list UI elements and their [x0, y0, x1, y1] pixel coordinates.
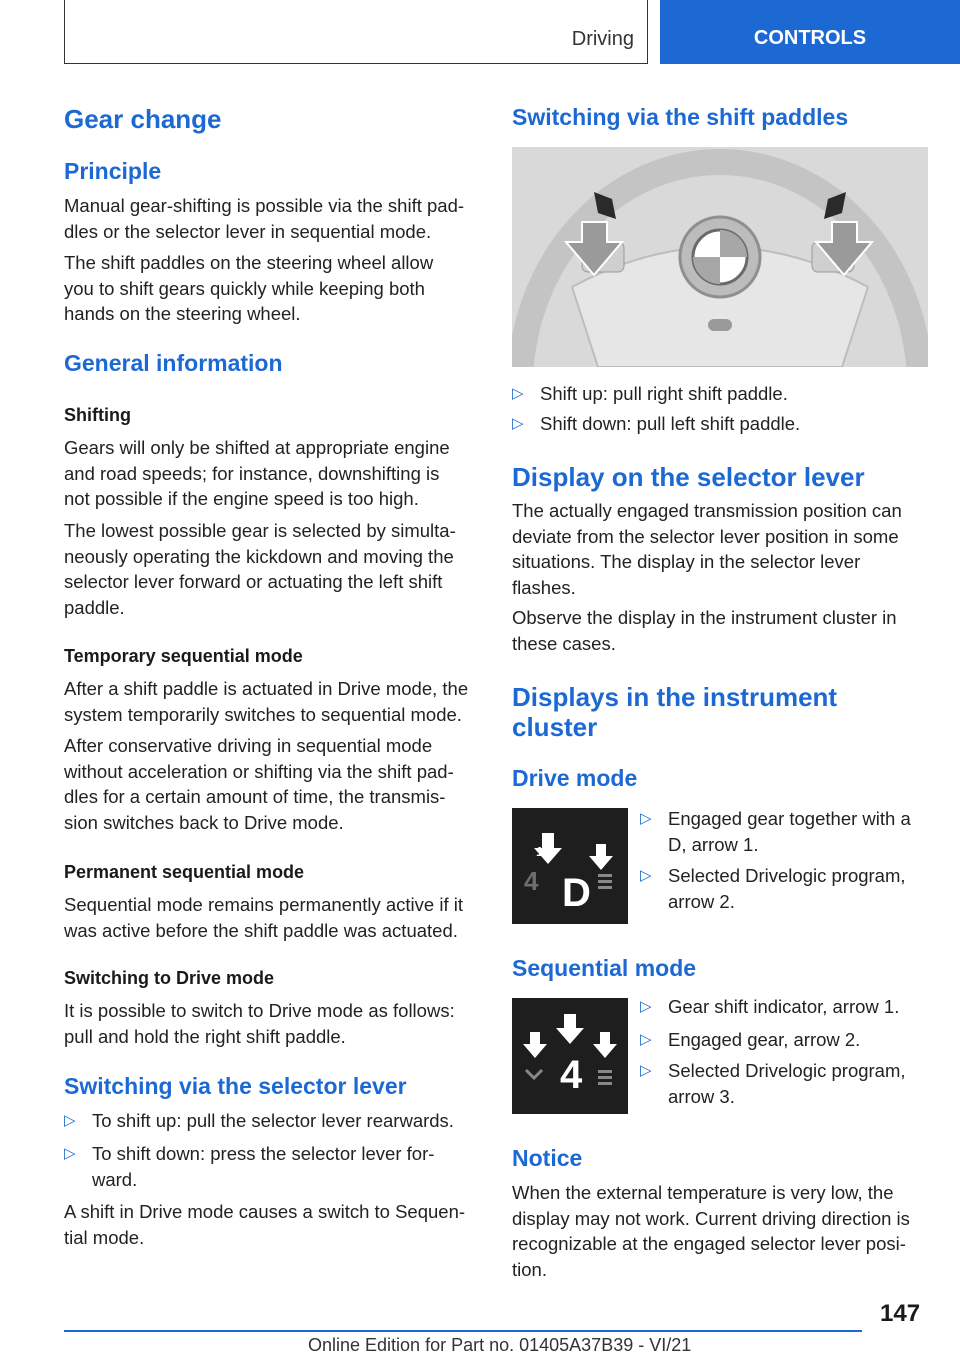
notice-paragraph: When the external temperature is very low, the display may not work. Current driving direction is recognizable at the engaged selector lever posi- tion. [512, 1182, 910, 1280]
triangle-right-outline-icon: ▷ [64, 1145, 76, 1162]
triangle-right-outline-icon: ▷ [640, 867, 652, 884]
list-item: ▷ Shift down: pull left shift paddle. [512, 411, 930, 437]
section-title: Driving [571, 28, 634, 50]
gear-number: 4 [524, 866, 539, 896]
arrow-label-2: 2 [596, 848, 604, 863]
heading-general-information: General information [64, 350, 283, 376]
heading-switching-to-drive-mode: Switching to Drive mode [64, 968, 275, 988]
heading-sequential-mode: Sequential mode [512, 955, 697, 981]
triangle-right-outline-icon: ▷ [512, 385, 524, 402]
list-item: ▷ Engaged gear together with a D, arrow 1. [640, 808, 911, 855]
list-item: ▷ Selected Drivelogic program, arrow 2. [640, 865, 906, 912]
heading-switching-via-selector-lever: Switching via the selector lever [64, 1073, 407, 1099]
arrow-label-1: 1 [536, 844, 544, 859]
triangle-right-outline-icon: ▷ [64, 1112, 76, 1129]
steering-wheel-illustration [512, 147, 928, 367]
triangle-right-outline-icon: ▷ [640, 1062, 652, 1079]
heading-display-on-selector-lever: Display on the selector lever [512, 462, 865, 492]
list-item: ▷ To shift up: pull the selector lever rearwards. [64, 1108, 482, 1134]
list-item: ▷ Gear shift indicator, arrow 1. [640, 994, 930, 1020]
page-title: Gear change [64, 104, 222, 134]
triangle-right-outline-icon: ▷ [512, 415, 524, 432]
heading-displays-instrument-cluster: Displays in the instrument cluster [512, 682, 838, 742]
heading-notice: Notice [512, 1145, 583, 1171]
principle-paragraph-2: The shift paddles on the steering wheel allow you to shift gears quickly while keeping both hands on the steering wheel. [64, 252, 434, 324]
gear-letter: D [562, 871, 591, 915]
arrow-label-2: 2 [565, 1017, 572, 1031]
footer-divider [64, 1330, 862, 1332]
page-number: 147 [880, 1300, 921, 1327]
arrow-label-1: 1 [531, 1035, 538, 1049]
triangle-right-outline-icon: ▷ [640, 1031, 652, 1048]
list-item: ▷ Shift up: pull right shift paddle. [512, 381, 930, 407]
shifting-paragraph-2: The lowest possible gear is selected by simulta- neously operating the kickdown and moving the selector lever forward or actuating the left shift paddle. [64, 520, 456, 618]
edition-text: Online Edition for Part no. 01405A37B39 - VI/21 [308, 1335, 692, 1355]
heading-principle: Principle [64, 158, 162, 184]
arrow-label-3: 3 [601, 1035, 608, 1049]
list-item: ▷ Selected Drivelogic program, arrow 3. [640, 1060, 906, 1107]
heading-switching-via-shift-paddles: Switching via the shift paddles [512, 104, 849, 130]
drive-mode-display-icon [512, 808, 628, 924]
heading-temporary-sequential-mode: Temporary sequential mode [64, 646, 303, 666]
permanent-paragraph: Sequential mode remains permanently active if it was active before the shift paddle was actuated. [64, 894, 463, 941]
list-item: ▷ To shift down: press the selector lever for- ward. [64, 1143, 435, 1190]
shifting-paragraph-1: Gears will only be shifted at appropriate engine and road speeds; for instance, downshifting is not possible if the engine speed is too high. [64, 437, 450, 509]
temporary-paragraph-2: After conservative driving in sequential mode without acceleration or shifting via the shift pad- dles for a certain amount of time, the transmis- sion switches back to Drive mode. [64, 735, 454, 833]
heading-permanent-sequential-mode: Permanent sequential mode [64, 862, 305, 882]
gear-number: 4 [560, 1053, 583, 1097]
chapter-tab: CONTROLS [660, 0, 960, 64]
selector-display-paragraph-2: Observe the display in the instrument cluster in these cases. [512, 607, 897, 654]
heading-shifting: Shifting [64, 405, 131, 425]
principle-paragraph-1: Manual gear-shifting is possible via the shift pad- dles or the selector lever in sequential mode. [64, 195, 465, 242]
heading-drive-mode: Drive mode [512, 765, 638, 791]
temporary-paragraph-1: After a shift paddle is actuated in Drive mode, the system temporarily switches to sequential mode. [64, 678, 469, 725]
triangle-right-outline-icon: ▷ [640, 998, 652, 1015]
sequential-mode-display-icon [512, 998, 628, 1114]
selector-display-paragraph-1: The actually engaged transmission position can deviate from the selector lever position in some situations. The display in the selector lever flashes. [512, 500, 902, 598]
header-frame [64, 0, 648, 64]
selector-paragraph: A shift in Drive mode causes a switch to Sequen- tial mode. [64, 1201, 466, 1248]
triangle-right-outline-icon: ▷ [640, 810, 652, 827]
list-item: ▷ Engaged gear, arrow 2. [640, 1027, 930, 1053]
to-drive-paragraph: It is possible to switch to Drive mode as follows: pull and hold the right shift paddle. [64, 1000, 455, 1047]
